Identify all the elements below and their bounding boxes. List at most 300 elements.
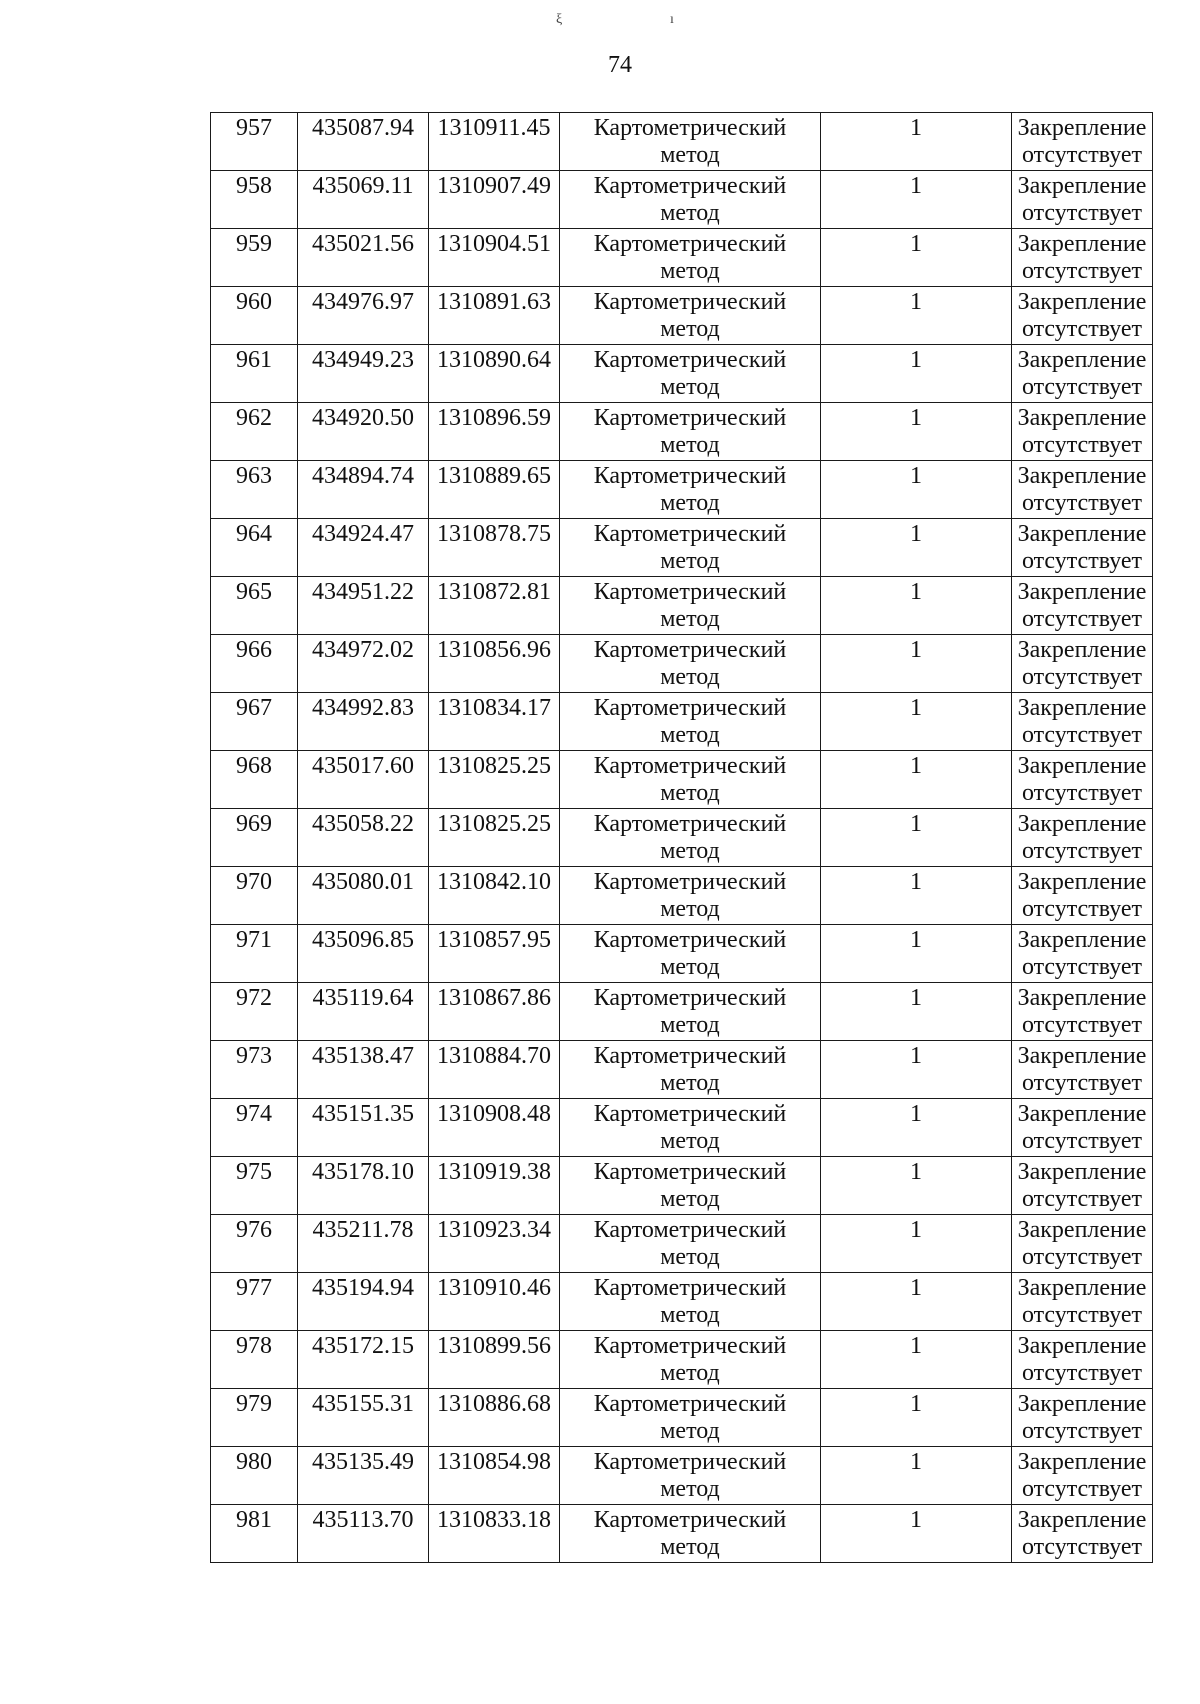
fixing-text: Закрепление [1017,753,1147,779]
method-text: метод [660,1302,720,1328]
scan-mark: ı [670,12,674,27]
y-coordinate-cell [429,1215,560,1273]
fixing-text: отсутствует [1021,1360,1143,1386]
point-number-text: 977 [236,1275,272,1301]
accuracy-cell [821,751,1012,809]
y-coordinate-cell [429,1273,560,1331]
point-number-text: 976 [236,1217,272,1243]
y-coordinate-text: 1310834.17 [437,695,551,721]
point-number-cell [211,1447,298,1505]
y-coordinate-cell [429,925,560,983]
fixing-cell [1012,113,1153,171]
accuracy-text: 1 [910,1449,922,1475]
fixing-text: Закрепление [1017,1507,1147,1533]
fixing-text: отсутствует [1021,606,1143,632]
x-coordinate-cell [298,1157,429,1215]
fixing-cell [1012,1389,1153,1447]
fixing-cell [1012,229,1153,287]
method-text: метод [660,432,720,458]
accuracy-cell [821,1331,1012,1389]
x-coordinate-cell [298,1331,429,1389]
point-number-cell [211,1157,298,1215]
accuracy-cell [821,635,1012,693]
fixing-cell [1012,1273,1153,1331]
point-number-cell [211,1273,298,1331]
method-text: метод [660,1128,720,1154]
method-text: метод [660,1476,720,1502]
method-text: метод [660,1418,720,1444]
method-text: Картометрический [593,811,787,837]
x-coordinate-cell [298,925,429,983]
accuracy-text: 1 [910,811,922,837]
x-coordinate-cell [298,1041,429,1099]
method-cell [560,1331,821,1389]
fixing-text: Закрепление [1017,927,1147,953]
method-cell [560,1041,821,1099]
point-number-cell [211,1389,298,1447]
y-coordinate-cell [429,1041,560,1099]
accuracy-cell [821,229,1012,287]
accuracy-text: 1 [910,173,922,199]
point-number-cell [211,577,298,635]
method-cell [560,229,821,287]
point-number-text: 964 [236,521,272,547]
method-cell [560,345,821,403]
x-coordinate-text: 435194.94 [312,1275,414,1301]
x-coordinate-text: 435172.15 [312,1333,414,1359]
point-number-text: 965 [236,579,272,605]
method-text: Картометрический [593,231,787,257]
method-text: метод [660,1360,720,1386]
table-row [211,1273,1153,1331]
table-row [211,519,1153,577]
x-coordinate-text: 435138.47 [312,1043,414,1069]
accuracy-cell [821,287,1012,345]
method-cell [560,983,821,1041]
method-text: метод [660,142,720,168]
fixing-text: отсутствует [1021,722,1143,748]
accuracy-cell [821,113,1012,171]
x-coordinate-text: 435017.60 [312,753,414,779]
x-coordinate-text: 434924.47 [312,521,414,547]
x-coordinate-cell [298,577,429,635]
fixing-text: отсутствует [1021,1128,1143,1154]
fixing-text: отсутствует [1021,954,1143,980]
point-number-cell [211,1215,298,1273]
table-row [211,403,1153,461]
y-coordinate-cell [429,1099,560,1157]
accuracy-text: 1 [910,927,922,953]
method-text: Картометрический [593,1101,787,1127]
fixing-text: отсутствует [1021,1244,1143,1270]
accuracy-text: 1 [910,1217,922,1243]
accuracy-text: 1 [910,405,922,431]
accuracy-text: 1 [910,289,922,315]
fixing-cell [1012,809,1153,867]
accuracy-text: 1 [910,347,922,373]
x-coordinate-cell [298,171,429,229]
fixing-text: Закрепление [1017,1449,1147,1475]
y-coordinate-cell [429,577,560,635]
method-text: Картометрический [593,637,787,663]
fixing-text: отсутствует [1021,316,1143,342]
fixing-cell [1012,925,1153,983]
table-row [211,1041,1153,1099]
point-number-text: 967 [236,695,272,721]
accuracy-cell [821,519,1012,577]
fixing-cell [1012,635,1153,693]
method-cell [560,693,821,751]
y-coordinate-cell [429,287,560,345]
y-coordinate-text: 1310854.98 [437,1449,551,1475]
point-number-cell [211,635,298,693]
table-row [211,925,1153,983]
fixing-text: Закрепление [1017,637,1147,663]
point-number-cell [211,519,298,577]
method-text: метод [660,316,720,342]
method-text: Картометрический [593,1507,787,1533]
accuracy-text: 1 [910,695,922,721]
y-coordinate-text: 1310872.81 [437,579,551,605]
x-coordinate-cell [298,1447,429,1505]
accuracy-text: 1 [910,1333,922,1359]
point-number-text: 971 [236,927,272,953]
point-number-cell [211,403,298,461]
method-text: Картометрический [593,579,787,605]
method-cell [560,809,821,867]
method-text: Картометрический [593,1391,787,1417]
point-number-text: 974 [236,1101,272,1127]
x-coordinate-text: 435080.01 [312,869,414,895]
method-text: Картометрический [593,1159,787,1185]
point-number-text: 969 [236,811,272,837]
fixing-cell [1012,461,1153,519]
accuracy-cell [821,1157,1012,1215]
table-row [211,1505,1153,1563]
page-number: 74 [608,52,632,78]
fixing-text: Закрепление [1017,347,1147,373]
method-cell [560,1157,821,1215]
y-coordinate-text: 1310891.63 [437,289,551,315]
point-number-text: 973 [236,1043,272,1069]
accuracy-text: 1 [910,985,922,1011]
y-coordinate-cell [429,461,560,519]
fixing-text: Закрепление [1017,579,1147,605]
method-cell [560,577,821,635]
method-text: Картометрический [593,1217,787,1243]
method-text: метод [660,374,720,400]
point-number-cell [211,983,298,1041]
method-text: Картометрический [593,869,787,895]
method-cell [560,113,821,171]
point-number-text: 980 [236,1449,272,1475]
method-cell [560,867,821,925]
accuracy-cell [821,461,1012,519]
x-coordinate-text: 435021.56 [312,231,414,257]
x-coordinate-cell [298,1099,429,1157]
y-coordinate-cell [429,171,560,229]
method-text: Картометрический [593,173,787,199]
accuracy-text: 1 [910,1101,922,1127]
method-text: метод [660,954,720,980]
table-row [211,1331,1153,1389]
fixing-cell [1012,1215,1153,1273]
x-coordinate-text: 434992.83 [312,695,414,721]
fixing-text: Закрепление [1017,695,1147,721]
fixing-cell [1012,287,1153,345]
fixing-text: отсутствует [1021,432,1143,458]
x-coordinate-text: 434949.23 [312,347,414,373]
y-coordinate-text: 1310908.48 [437,1101,551,1127]
coordinates-table-body [211,113,1153,1563]
method-text: Картометрический [593,115,787,141]
fixing-text: отсутствует [1021,780,1143,806]
fixing-text: отсутствует [1021,896,1143,922]
y-coordinate-cell [429,403,560,461]
y-coordinate-cell [429,693,560,751]
fixing-text: Закрепление [1017,115,1147,141]
x-coordinate-cell [298,113,429,171]
y-coordinate-text: 1310910.46 [437,1275,551,1301]
y-coordinate-text: 1310923.34 [437,1217,551,1243]
x-coordinate-text: 435069.11 [312,173,414,199]
y-coordinate-text: 1310833.18 [437,1507,551,1533]
y-coordinate-cell [429,809,560,867]
accuracy-text: 1 [910,579,922,605]
table-row [211,635,1153,693]
fixing-text: Закрепление [1017,1391,1147,1417]
fixing-cell [1012,751,1153,809]
fixing-text: Закрепление [1017,1217,1147,1243]
x-coordinate-cell [298,403,429,461]
accuracy-cell [821,1273,1012,1331]
accuracy-cell [821,345,1012,403]
accuracy-cell [821,1505,1012,1563]
table-row [211,113,1153,171]
x-coordinate-text: 435135.49 [312,1449,414,1475]
table-row [211,461,1153,519]
x-coordinate-text: 435151.35 [312,1101,414,1127]
x-coordinate-cell [298,461,429,519]
fixing-cell [1012,519,1153,577]
y-coordinate-cell [429,1505,560,1563]
point-number-cell [211,345,298,403]
y-coordinate-text: 1310886.68 [437,1391,551,1417]
y-coordinate-text: 1310896.59 [437,405,551,431]
x-coordinate-cell [298,867,429,925]
x-coordinate-cell [298,635,429,693]
x-coordinate-cell [298,1389,429,1447]
point-number-text: 957 [236,115,272,141]
point-number-cell [211,693,298,751]
fixing-text: Закрепление [1017,1275,1147,1301]
y-coordinate-text: 1310899.56 [437,1333,551,1359]
coordinates-table [210,112,1153,1563]
accuracy-cell [821,1215,1012,1273]
point-number-cell [211,171,298,229]
accuracy-text: 1 [910,521,922,547]
point-number-cell [211,925,298,983]
accuracy-text: 1 [910,115,922,141]
method-text: метод [660,1534,720,1560]
fixing-text: Закрепление [1017,811,1147,837]
table-row [211,171,1153,229]
fixing-cell [1012,1157,1153,1215]
y-coordinate-text: 1310890.64 [437,347,551,373]
accuracy-cell [821,983,1012,1041]
x-coordinate-cell [298,345,429,403]
fixing-text: отсутствует [1021,548,1143,574]
point-number-text: 970 [236,869,272,895]
table-row [211,287,1153,345]
x-coordinate-text: 434894.74 [312,463,414,489]
y-coordinate-text: 1310919.38 [437,1159,551,1185]
x-coordinate-text: 435058.22 [312,811,414,837]
x-coordinate-cell [298,983,429,1041]
fixing-cell [1012,1331,1153,1389]
accuracy-text: 1 [910,869,922,895]
y-coordinate-text: 1310856.96 [437,637,551,663]
point-number-cell [211,113,298,171]
fixing-cell [1012,577,1153,635]
fixing-text: Закрепление [1017,985,1147,1011]
fixing-text: отсутствует [1021,1476,1143,1502]
y-coordinate-cell [429,1447,560,1505]
x-coordinate-text: 435087.94 [312,115,414,141]
method-text: Картометрический [593,1043,787,1069]
x-coordinate-cell [298,287,429,345]
method-text: Картометрический [593,521,787,547]
x-coordinate-cell [298,693,429,751]
point-number-cell [211,229,298,287]
y-coordinate-text: 1310857.95 [437,927,551,953]
x-coordinate-cell [298,1273,429,1331]
point-number-cell [211,1099,298,1157]
point-number-cell [211,809,298,867]
fixing-text: отсутствует [1021,1070,1143,1096]
x-coordinate-cell [298,229,429,287]
fixing-text: Закрепление [1017,1333,1147,1359]
method-text: метод [660,1012,720,1038]
point-number-text: 961 [236,347,272,373]
accuracy-cell [821,1099,1012,1157]
fixing-text: Закрепление [1017,231,1147,257]
method-text: метод [660,606,720,632]
y-coordinate-cell [429,1331,560,1389]
method-cell [560,287,821,345]
method-text: Картометрический [593,463,787,489]
accuracy-text: 1 [910,463,922,489]
x-coordinate-text: 434920.50 [312,405,414,431]
y-coordinate-text: 1310867.86 [437,985,551,1011]
table-row [211,867,1153,925]
y-coordinate-text: 1310825.25 [437,753,551,779]
accuracy-cell [821,925,1012,983]
point-number-text: 981 [236,1507,272,1533]
fixing-text: Закрепление [1017,1101,1147,1127]
method-cell [560,461,821,519]
point-number-text: 966 [236,637,272,663]
point-number-text: 958 [236,173,272,199]
method-cell [560,1505,821,1563]
table-row [211,983,1153,1041]
method-cell [560,1447,821,1505]
table-row [211,345,1153,403]
method-text: Картометрический [593,405,787,431]
x-coordinate-cell [298,809,429,867]
point-number-cell [211,1041,298,1099]
y-coordinate-text: 1310825.25 [437,811,551,837]
method-text: Картометрический [593,927,787,953]
accuracy-cell [821,693,1012,751]
accuracy-text: 1 [910,1507,922,1533]
method-text: метод [660,200,720,226]
y-coordinate-text: 1310889.65 [437,463,551,489]
fixing-text: отсутствует [1021,1186,1143,1212]
fixing-text: Закрепление [1017,289,1147,315]
x-coordinate-text: 434972.02 [312,637,414,663]
accuracy-cell [821,171,1012,229]
method-text: Картометрический [593,695,787,721]
accuracy-text: 1 [910,1159,922,1185]
table-row [211,1099,1153,1157]
fixing-text: отсутствует [1021,1418,1143,1444]
fixing-text: Закрепление [1017,173,1147,199]
fixing-text: отсутствует [1021,200,1143,226]
x-coordinate-text: 435178.10 [312,1159,414,1185]
fixing-text: отсутствует [1021,258,1143,284]
method-text: метод [660,722,720,748]
method-cell [560,751,821,809]
point-number-text: 962 [236,405,272,431]
method-text: Картометрический [593,985,787,1011]
fixing-text: отсутствует [1021,142,1143,168]
x-coordinate-text: 435155.31 [312,1391,414,1417]
method-cell [560,1273,821,1331]
x-coordinate-text: 434951.22 [312,579,414,605]
y-coordinate-cell [429,519,560,577]
point-number-text: 979 [236,1391,272,1417]
point-number-text: 960 [236,289,272,315]
fixing-cell [1012,403,1153,461]
fixing-text: отсутствует [1021,1534,1143,1560]
point-number-text: 959 [236,231,272,257]
point-number-text: 978 [236,1333,272,1359]
x-coordinate-text: 435211.78 [312,1217,414,1243]
x-coordinate-text: 435119.64 [312,985,414,1011]
x-coordinate-cell [298,519,429,577]
accuracy-text: 1 [910,1043,922,1069]
x-coordinate-text: 434976.97 [312,289,414,315]
fixing-cell [1012,1447,1153,1505]
y-coordinate-cell [429,1157,560,1215]
x-coordinate-cell [298,1505,429,1563]
method-text: метод [660,1186,720,1212]
accuracy-text: 1 [910,1275,922,1301]
y-coordinate-text: 1310878.75 [437,521,551,547]
fixing-text: отсутствует [1021,1302,1143,1328]
method-cell [560,519,821,577]
fixing-text: Закрепление [1017,521,1147,547]
fixing-cell [1012,693,1153,751]
fixing-text: отсутствует [1021,1012,1143,1038]
fixing-text: отсутствует [1021,838,1143,864]
y-coordinate-cell [429,751,560,809]
table-row [211,229,1153,287]
accuracy-text: 1 [910,231,922,257]
y-coordinate-text: 1310907.49 [437,173,551,199]
fixing-text: отсутствует [1021,490,1143,516]
